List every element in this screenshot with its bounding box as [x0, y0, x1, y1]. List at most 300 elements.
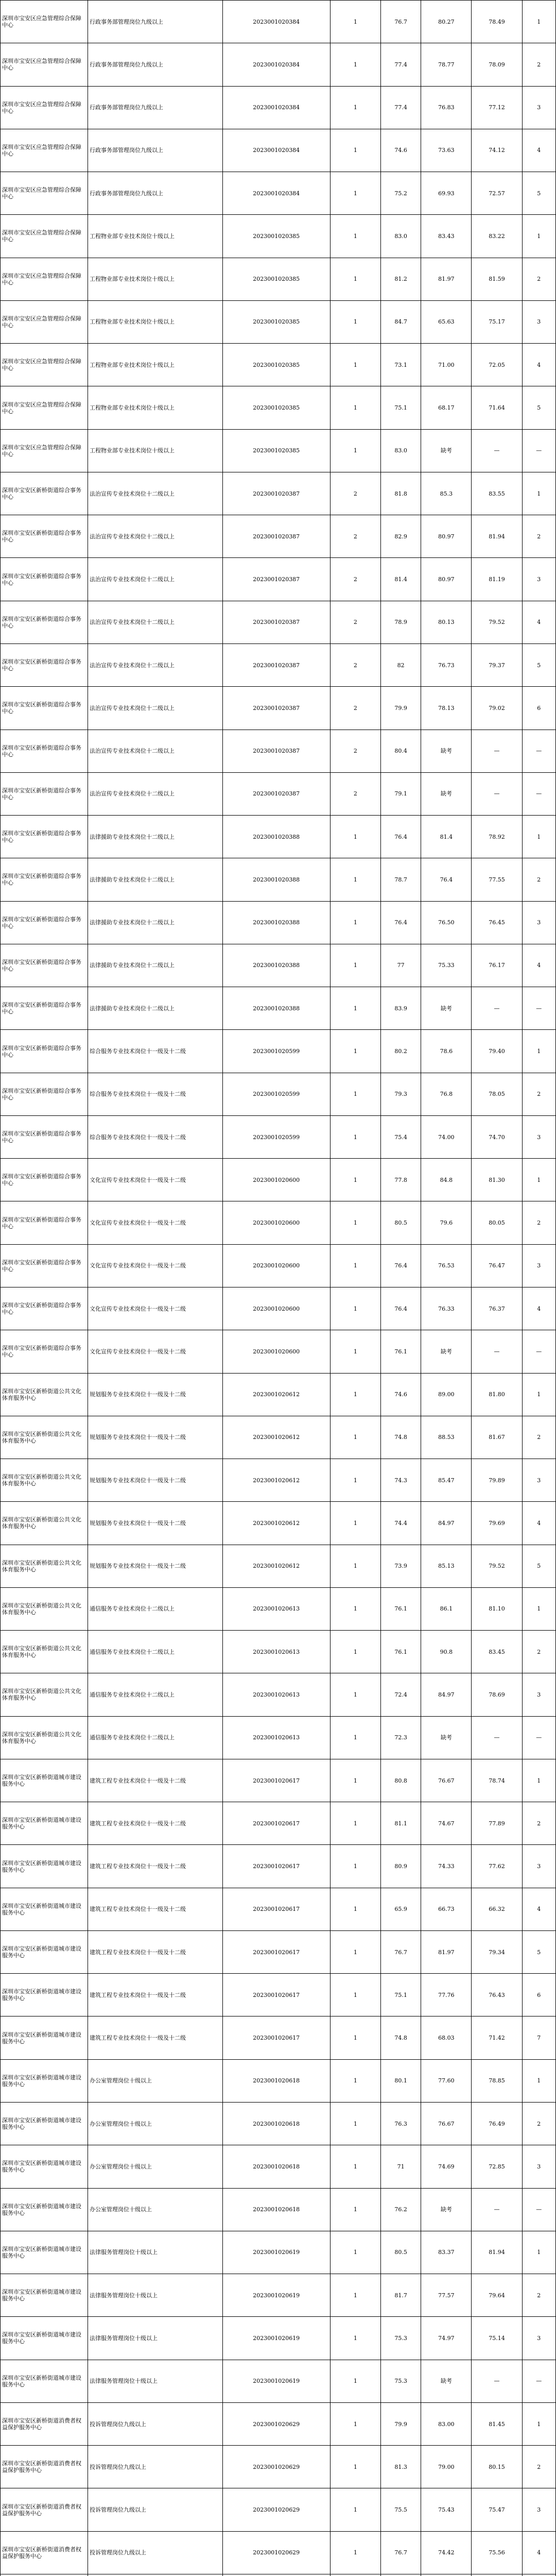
position-cell: 法律援助专业技术岗位十二级以上 — [88, 944, 223, 987]
code-cell: 2023001020618 — [222, 2103, 330, 2145]
quota-cell: 1 — [330, 1845, 380, 1888]
table-row — [1, 1888, 556, 1930]
position-cell: 法律服务管理岗位十级以上 — [88, 2317, 223, 2360]
table-row — [1, 1030, 556, 1073]
quota-cell: 1 — [330, 258, 380, 300]
rank-cell: 3 — [522, 1244, 555, 1287]
table-row — [1, 1631, 556, 1673]
rank-cell: 2 — [522, 1073, 555, 1115]
table-row — [1, 2145, 556, 2188]
total-score-cell: 78.74 — [472, 1759, 522, 1802]
interview-score-cell: 84.8 — [421, 1159, 472, 1201]
unit-cell: 深圳市宝安区新桥街道综合事务中心 — [1, 1287, 88, 1330]
rank-cell: 2 — [522, 2274, 555, 2317]
unit-cell: 深圳市宝安区应急管理综合保障中心 — [1, 172, 88, 215]
quota-cell: 1 — [330, 987, 380, 1030]
total-score-cell: 76.17 — [472, 944, 522, 987]
interview-score-cell: 74.69 — [421, 2145, 472, 2188]
code-cell: 2023001020617 — [222, 1759, 330, 1802]
quota-cell: 1 — [330, 1759, 380, 1802]
table-row — [1, 2059, 556, 2102]
rank-cell: 4 — [522, 344, 555, 386]
code-cell: 2023001020600 — [222, 1287, 330, 1330]
position-cell: 行政事务部管理岗位九级以上 — [88, 86, 223, 129]
code-cell: 2023001020387 — [222, 643, 330, 686]
unit-cell: 深圳市宝安区新桥街道城市建设服务中心 — [1, 1845, 88, 1888]
interview-score-cell: 80.13 — [421, 601, 472, 643]
rank-cell: 1 — [522, 1373, 555, 1416]
quota-cell: 1 — [330, 1, 380, 43]
code-cell: 2023001020613 — [222, 1631, 330, 1673]
quota-cell: 1 — [330, 1930, 380, 1973]
total-score-cell: 83.45 — [472, 1631, 522, 1673]
table-row — [1, 1, 556, 43]
unit-cell: 深圳市宝安区应急管理综合保障中心 — [1, 344, 88, 386]
exam-score-cell: 84.7 — [380, 300, 421, 343]
code-cell: 2023001020617 — [222, 1888, 330, 1930]
position-cell: 法律服务管理岗位十级以上 — [88, 2274, 223, 2317]
quota-cell: 1 — [330, 2274, 380, 2317]
total-score-cell: 81.10 — [472, 1587, 522, 1630]
quota-cell: 1 — [330, 1459, 380, 1502]
unit-cell: 深圳市宝安区新桥街道公共文化体育服务中心 — [1, 1545, 88, 1587]
total-score-cell: 79.64 — [472, 2274, 522, 2317]
code-cell: 2023001020387 — [222, 601, 330, 643]
exam-score-cell: 80.9 — [380, 1845, 421, 1888]
unit-cell: 深圳市宝安区新桥街道公共文化体育服务中心 — [1, 1502, 88, 1545]
position-cell: 法治宣传专业技术岗位十二级以上 — [88, 643, 223, 686]
unit-cell: 深圳市宝安区应急管理综合保障中心 — [1, 258, 88, 300]
total-score-cell: 81.94 — [472, 2231, 522, 2274]
table-row — [1, 1244, 556, 1287]
code-cell: 2023001020388 — [222, 858, 330, 901]
table-row — [1, 344, 556, 386]
table-row — [1, 772, 556, 815]
interview-score-cell: 80.97 — [421, 558, 472, 601]
table-row — [1, 1330, 556, 1373]
rank-cell: 1 — [522, 1759, 555, 1802]
interview-score-cell: 74.42 — [421, 2531, 472, 2574]
quota-cell: 1 — [330, 300, 380, 343]
unit-cell: 深圳市宝安区新桥街道城市建设服务中心 — [1, 1974, 88, 2016]
unit-cell: 深圳市宝安区新桥街道综合事务中心 — [1, 1030, 88, 1073]
position-cell: 工程物业部专业技术岗位十级以上 — [88, 215, 223, 258]
unit-cell: 深圳市宝安区新桥街道城市建设服务中心 — [1, 2317, 88, 2360]
total-score-cell: 74.12 — [472, 129, 522, 172]
exam-score-cell: 74.8 — [380, 2016, 421, 2059]
table-row — [1, 172, 556, 215]
quota-cell: 1 — [330, 2188, 380, 2231]
quota-cell: 2 — [330, 772, 380, 815]
interview-score-cell: 缺考 — [421, 2188, 472, 2231]
unit-cell: 深圳市宝安区新桥街道综合事务中心 — [1, 1330, 88, 1373]
rank-cell: 4 — [522, 601, 555, 643]
total-score-cell: — — [472, 730, 522, 772]
exam-score-cell: 80.2 — [380, 1030, 421, 1073]
unit-cell: 深圳市宝安区新桥街道综合事务中心 — [1, 858, 88, 901]
code-cell: 2023001020388 — [222, 901, 330, 944]
unit-cell: 深圳市宝安区应急管理综合保障中心 — [1, 86, 88, 129]
position-cell: 文化宣传专业技术岗位十一级及十二级 — [88, 1159, 223, 1201]
code-cell: 2023001020385 — [222, 215, 330, 258]
rank-cell: 5 — [522, 386, 555, 429]
rank-cell: 4 — [522, 2531, 555, 2574]
exam-score-cell: 83.0 — [380, 429, 421, 472]
position-cell: 法治宣传专业技术岗位十二级以上 — [88, 472, 223, 515]
code-cell: 2023001020600 — [222, 1159, 330, 1201]
exam-score-cell: 76.7 — [380, 2531, 421, 2574]
total-score-cell: 72.05 — [472, 344, 522, 386]
position-cell: 通信服务专业技术岗位十二级以上 — [88, 1673, 223, 1716]
quota-cell: 1 — [330, 1159, 380, 1201]
code-cell: 2023001020599 — [222, 1115, 330, 1158]
exam-score-cell: 77.8 — [380, 1159, 421, 1201]
quota-cell: 2 — [330, 472, 380, 515]
quota-cell: 1 — [330, 1201, 380, 1244]
total-score-cell: 83.22 — [472, 215, 522, 258]
unit-cell: 深圳市宝安区新桥街道综合事务中心 — [1, 1115, 88, 1158]
interview-score-cell: 81.97 — [421, 1930, 472, 1973]
interview-score-cell: 78.6 — [421, 1030, 472, 1073]
exam-score-cell: 76.4 — [380, 901, 421, 944]
rank-cell: — — [522, 429, 555, 472]
quota-cell: 2 — [330, 643, 380, 686]
exam-score-cell: 81.1 — [380, 1802, 421, 1845]
exam-score-cell: 75.4 — [380, 1115, 421, 1158]
table-row — [1, 1115, 556, 1158]
unit-cell: 深圳市宝安区新桥街道消费者权益保护服务中心 — [1, 2446, 88, 2488]
total-score-cell: 74.70 — [472, 1115, 522, 1158]
position-cell: 办公室管理岗位十级以上 — [88, 2059, 223, 2102]
code-cell: 2023001020385 — [222, 386, 330, 429]
position-cell: 法治宣传专业技术岗位十二级以上 — [88, 687, 223, 730]
quota-cell: 1 — [330, 1073, 380, 1115]
rank-cell: 4 — [522, 1888, 555, 1930]
rank-cell: — — [522, 987, 555, 1030]
interview-score-cell: 79.6 — [421, 1201, 472, 1244]
interview-score-cell: 84.97 — [421, 1673, 472, 1716]
code-cell: 2023001020612 — [222, 1545, 330, 1587]
total-score-cell: 75.17 — [472, 300, 522, 343]
code-cell: 2023001020599 — [222, 1030, 330, 1073]
quota-cell: 1 — [330, 429, 380, 472]
quota-cell: 1 — [330, 1716, 380, 1759]
table-row — [1, 1073, 556, 1115]
table-row — [1, 1373, 556, 1416]
exam-score-cell: 74.4 — [380, 1502, 421, 1545]
interview-score-cell: 76.67 — [421, 1759, 472, 1802]
code-cell: 2023001020387 — [222, 687, 330, 730]
rank-cell: 1 — [522, 816, 555, 858]
table-row — [1, 987, 556, 1030]
exam-score-cell: 65.9 — [380, 1888, 421, 1930]
interview-score-cell: 77.76 — [421, 1974, 472, 2016]
unit-cell: 深圳市宝安区新桥街道城市建设服务中心 — [1, 2231, 88, 2274]
total-score-cell: 79.40 — [472, 1030, 522, 1073]
table-row — [1, 1416, 556, 1459]
code-cell: 2023001020617 — [222, 2016, 330, 2059]
code-cell: 2023001020600 — [222, 1201, 330, 1244]
code-cell: 2023001020600 — [222, 1244, 330, 1287]
total-score-cell: 81.80 — [472, 1373, 522, 1416]
table-row — [1, 2360, 556, 2402]
table-row — [1, 2531, 556, 2574]
interview-score-cell: 74.67 — [421, 1802, 472, 1845]
exam-score-cell: 81.4 — [380, 558, 421, 601]
unit-cell: 深圳市宝安区新桥街道综合事务中心 — [1, 1073, 88, 1115]
interview-score-cell: 75.43 — [421, 2488, 472, 2531]
total-score-cell: 77.55 — [472, 858, 522, 901]
table-row — [1, 300, 556, 343]
quota-cell: 1 — [330, 1587, 380, 1630]
rank-cell: 3 — [522, 300, 555, 343]
unit-cell: 深圳市宝安区新桥街道综合事务中心 — [1, 1201, 88, 1244]
total-score-cell: 75.47 — [472, 2488, 522, 2531]
total-score-cell: 75.14 — [472, 2317, 522, 2360]
exam-score-cell: 76.1 — [380, 1631, 421, 1673]
table-row — [1, 643, 556, 686]
code-cell: 2023001020388 — [222, 944, 330, 987]
table-row — [1, 2274, 556, 2317]
interview-score-cell: 86.1 — [421, 1587, 472, 1630]
quota-cell: 1 — [330, 86, 380, 129]
total-score-cell: 79.69 — [472, 1502, 522, 1545]
total-score-cell: — — [472, 2188, 522, 2231]
total-score-cell: 78.05 — [472, 1073, 522, 1115]
interview-score-cell: 76.73 — [421, 643, 472, 686]
unit-cell: 深圳市宝安区新桥街道城市建设服务中心 — [1, 2059, 88, 2102]
position-cell: 规划服务专业技术岗位十一级及十二级 — [88, 1459, 223, 1502]
position-cell: 建筑工程专业技术岗位十一级及十二级 — [88, 1930, 223, 1973]
exam-score-cell: 76.4 — [380, 1244, 421, 1287]
code-cell: 2023001020617 — [222, 1845, 330, 1888]
exam-score-cell: 82 — [380, 643, 421, 686]
position-cell: 综合服务专业技术岗位十一级及十二级 — [88, 1115, 223, 1158]
total-score-cell: 79.52 — [472, 1545, 522, 1587]
interview-score-cell: 缺考 — [421, 772, 472, 815]
rank-cell: 5 — [522, 172, 555, 215]
rank-cell: 1 — [522, 1030, 555, 1073]
position-cell: 规划服务专业技术岗位十一级及十二级 — [88, 1502, 223, 1545]
rank-cell: 1 — [522, 472, 555, 515]
table-row — [1, 1159, 556, 1201]
unit-cell: 深圳市宝安区新桥街道公共文化体育服务中心 — [1, 1673, 88, 1716]
code-cell: 2023001020617 — [222, 1930, 330, 1973]
total-score-cell: 81.19 — [472, 558, 522, 601]
total-score-cell: 81.67 — [472, 1416, 522, 1459]
interview-score-cell: 89.00 — [421, 1373, 472, 1416]
position-cell: 综合服务专业技术岗位十一级及十二级 — [88, 1030, 223, 1073]
position-cell: 文化宣传专业技术岗位十一级及十二级 — [88, 1330, 223, 1373]
exam-score-cell: 77.4 — [380, 86, 421, 129]
quota-cell: 1 — [330, 215, 380, 258]
code-cell: 2023001020384 — [222, 43, 330, 86]
table-row — [1, 1673, 556, 1716]
code-cell: 2023001020600 — [222, 1330, 330, 1373]
rank-cell: 3 — [522, 2317, 555, 2360]
table-row — [1, 2574, 556, 2576]
code-cell: 2023001020612 — [222, 1373, 330, 1416]
interview-score-cell: 76.50 — [421, 901, 472, 944]
code-cell: 2023001020629 — [222, 2446, 330, 2488]
position-cell: 行政事务部管理岗位九级以上 — [88, 172, 223, 215]
quota-cell: 1 — [330, 2488, 380, 2531]
unit-cell: 深圳市宝安区新桥街道城市建设服务中心 — [1, 2016, 88, 2059]
unit-cell: 深圳市宝安区应急管理综合保障中心 — [1, 129, 88, 172]
total-score-cell: 76.45 — [472, 901, 522, 944]
quota-cell: 1 — [330, 2016, 380, 2059]
position-cell: 工程物业部专业技术岗位十级以上 — [88, 300, 223, 343]
table-row — [1, 43, 556, 86]
rank-cell: 4 — [522, 1502, 555, 1545]
exam-score-cell: 76.1 — [380, 1330, 421, 1373]
total-score-cell: 80.15 — [472, 2446, 522, 2488]
unit-cell: 深圳市宝安区新桥街道公共文化体育服务中心 — [1, 1587, 88, 1630]
interview-score-cell: 76.4 — [421, 858, 472, 901]
position-cell: 建筑工程专业技术岗位十一级及十二级 — [88, 1759, 223, 1802]
code-cell: 2023001020387 — [222, 730, 330, 772]
unit-cell: 深圳市宝安区新桥街道城市建设服务中心 — [1, 2188, 88, 2231]
rank-cell: 1 — [522, 2402, 555, 2445]
exam-score-cell: 75.1 — [380, 1974, 421, 2016]
quota-cell: 1 — [330, 2531, 380, 2574]
exam-score-cell: 80.4 — [380, 730, 421, 772]
quota-cell: 1 — [330, 1115, 380, 1158]
exam-score-cell: 77 — [380, 944, 421, 987]
position-cell: 法治宣传专业技术岗位十二级以上 — [88, 601, 223, 643]
code-cell — [222, 2574, 330, 2576]
total-score-cell: 66.32 — [472, 1888, 522, 1930]
position-cell: 文化宣传专业技术岗位十一级及十二级 — [88, 1244, 223, 1287]
exam-score-cell: 78.7 — [380, 858, 421, 901]
interview-score-cell: 76.33 — [421, 1287, 472, 1330]
quota-cell: 1 — [330, 43, 380, 86]
table-row — [1, 2402, 556, 2445]
position-cell: 建筑工程专业技术岗位十一级及十二级 — [88, 1845, 223, 1888]
position-cell: 规划服务专业技术岗位十一级及十二级 — [88, 1545, 223, 1587]
table-row — [1, 2016, 556, 2059]
total-score-cell: 76.49 — [472, 2103, 522, 2145]
quota-cell: 1 — [330, 386, 380, 429]
code-cell: 2023001020387 — [222, 515, 330, 558]
total-score-cell: 76.47 — [472, 1244, 522, 1287]
table-row — [1, 2231, 556, 2274]
total-score-cell: — — [472, 2360, 522, 2402]
position-cell: 投诉管理岗位九级以上 — [88, 2488, 223, 2531]
total-score-cell: 78.49 — [472, 1, 522, 43]
exam-score-cell: 76.1 — [380, 1587, 421, 1630]
interview-score-cell: 85.3 — [421, 472, 472, 515]
position-cell: 工程物业部专业技术岗位十级以上 — [88, 429, 223, 472]
unit-cell: 深圳市宝安区新桥街道综合事务中心 — [1, 1244, 88, 1287]
total-score-cell: 71.64 — [472, 386, 522, 429]
code-cell: 2023001020384 — [222, 86, 330, 129]
total-score-cell: 71.42 — [472, 2016, 522, 2059]
position-cell: 建筑工程专业技术岗位十一级及十二级 — [88, 1974, 223, 2016]
exam-score-cell: 81.7 — [380, 2274, 421, 2317]
table-row — [1, 129, 556, 172]
table-row — [1, 2103, 556, 2145]
exam-score-cell: 76.4 — [380, 816, 421, 858]
code-cell: 2023001020384 — [222, 172, 330, 215]
total-score-cell: 79.52 — [472, 601, 522, 643]
table-row — [1, 1287, 556, 1330]
quota-cell: 1 — [330, 2231, 380, 2274]
rank-cell: 3 — [522, 2145, 555, 2188]
exam-score-cell: 76.2 — [380, 2188, 421, 2231]
total-score-cell: 79.89 — [472, 1459, 522, 1502]
position-cell: 建筑工程专业技术岗位十一级及十二级 — [88, 2016, 223, 2059]
table-row — [1, 730, 556, 772]
exam-score-cell: 77.4 — [380, 43, 421, 86]
position-cell: 规划服务专业技术岗位十一级及十二级 — [88, 1373, 223, 1416]
table-row — [1, 1201, 556, 1244]
exam-score-cell: 81.2 — [380, 258, 421, 300]
table-row — [1, 1974, 556, 2016]
rank-cell: 5 — [522, 1545, 555, 1587]
unit-cell: 深圳市宝安区新桥街道城市建设服务中心 — [1, 1930, 88, 1973]
table-row — [1, 901, 556, 944]
code-cell: 2023001020384 — [222, 1, 330, 43]
rank-cell: 2 — [522, 2103, 555, 2145]
exam-score-cell: 81.3 — [380, 2446, 421, 2488]
unit-cell: 深圳市宝安区新桥街道城市建设服务中心 — [1, 2103, 88, 2145]
total-score-cell: 81.59 — [472, 258, 522, 300]
exam-score-cell: 71 — [380, 2145, 421, 2188]
exam-score-cell: 80.5 — [380, 1201, 421, 1244]
exam-score-cell: 75.1 — [380, 386, 421, 429]
exam-score-cell: 74.6 — [380, 1373, 421, 1416]
unit-cell: 深圳市宝安区新桥街道城市建设服务中心 — [1, 2145, 88, 2188]
code-cell: 2023001020629 — [222, 2531, 330, 2574]
quota-cell: 1 — [330, 1802, 380, 1845]
total-score-cell: 78.69 — [472, 1673, 522, 1716]
code-cell: 2023001020618 — [222, 2059, 330, 2102]
unit-cell: 深圳市宝安区新桥街道综合事务中心 — [1, 901, 88, 944]
unit-cell: 深圳市宝安区新桥街道综合事务中心 — [1, 558, 88, 601]
table-row — [1, 386, 556, 429]
interview-score-cell: 66.73 — [421, 1888, 472, 1930]
exam-score-cell: 75.3 — [380, 2360, 421, 2402]
position-cell: 工程物业部专业技术岗位十级以上 — [88, 344, 223, 386]
rank-cell: 1 — [522, 1159, 555, 1201]
interview-score-cell: 缺考 — [421, 429, 472, 472]
exam-score-cell: 75.3 — [380, 2317, 421, 2360]
unit-cell: 深圳市宝安区新桥街道综合事务中心 — [1, 643, 88, 686]
unit-cell: 深圳市宝安区应急管理综合保障中心 — [1, 215, 88, 258]
total-score-cell: 76.37 — [472, 1287, 522, 1330]
unit-cell: 深圳市宝安区新桥街道公共文化体育服务中心 — [1, 1373, 88, 1416]
rank-cell: 1 — [522, 2059, 555, 2102]
table-row — [1, 2317, 556, 2360]
total-score-cell: 79.34 — [472, 1930, 522, 1973]
unit-cell: 深圳市宝安区新桥街道消费者权益保护服务中心 — [1, 2488, 88, 2531]
rank-cell: 6 — [522, 1974, 555, 2016]
rank-cell: 2 — [522, 258, 555, 300]
code-cell: 2023001020613 — [222, 1673, 330, 1716]
exam-score-cell: 83.9 — [380, 987, 421, 1030]
interview-score-cell: 80.97 — [421, 515, 472, 558]
interview-score-cell: 83.37 — [421, 2231, 472, 2274]
rank-cell: 1 — [522, 1, 555, 43]
interview-score-cell: 71.00 — [421, 344, 472, 386]
interview-score-cell: 75.33 — [421, 944, 472, 987]
rank-cell: 5 — [522, 1930, 555, 1973]
unit-cell: 深圳市宝安区新桥街道公共文化体育服务中心 — [1, 1416, 88, 1459]
total-score-cell: 77.12 — [472, 86, 522, 129]
quota-cell: 1 — [330, 1030, 380, 1073]
unit-cell: 深圳市宝安区新桥街道综合事务中心 — [1, 472, 88, 515]
